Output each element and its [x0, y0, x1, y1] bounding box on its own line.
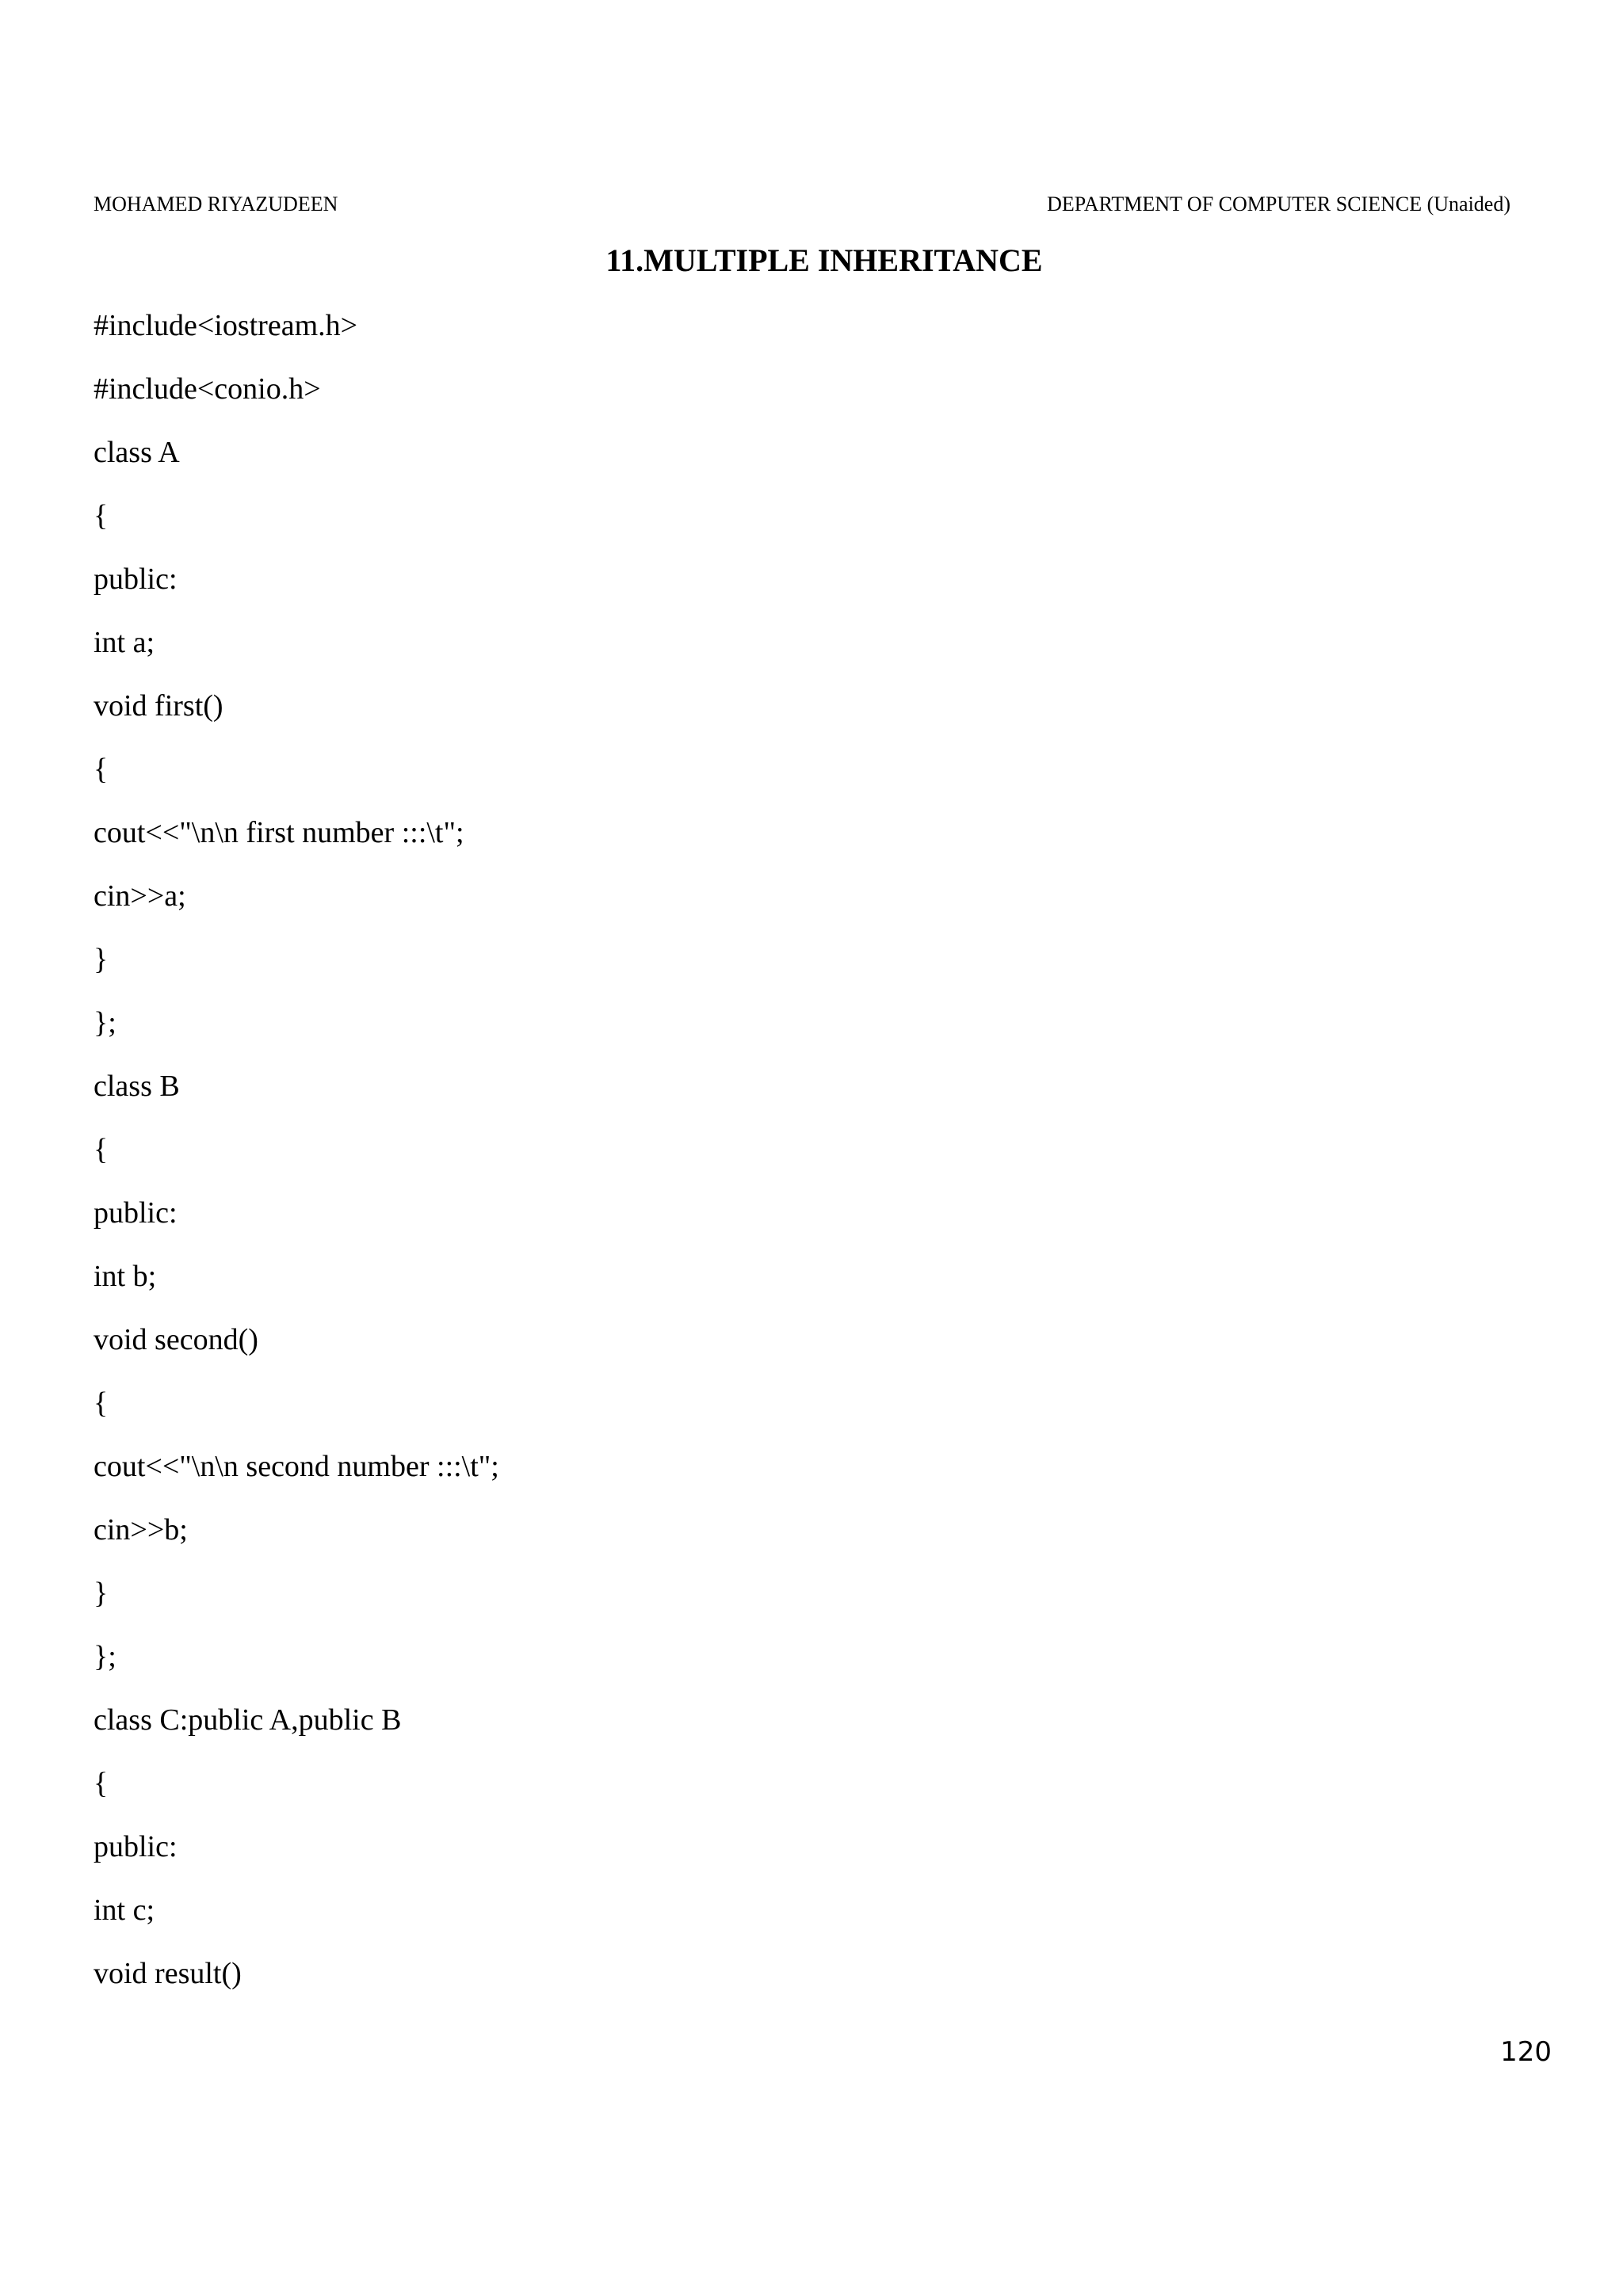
page-number: 120: [1500, 2036, 1552, 2068]
code-line: #include<conio.h>: [94, 372, 321, 406]
code-line: {: [94, 1386, 109, 1420]
header-author: MOHAMED RIYAZUDEEN: [94, 193, 338, 215]
code-line: };: [94, 1640, 116, 1673]
code-line: void first(): [94, 689, 223, 723]
code-line: cin>>b;: [94, 1513, 188, 1547]
code-line: class A: [94, 436, 180, 469]
code-line: class B: [94, 1070, 180, 1103]
code-line: cout<<"\n\n second number :::\t";: [94, 1450, 499, 1483]
code-line: void result(): [94, 1957, 242, 1990]
code-line: };: [94, 1006, 116, 1039]
code-line: public:: [94, 1196, 178, 1230]
code-line: #include<iostream.h>: [94, 309, 358, 342]
page-title: 11.MULTIPLE INHERITANCE: [605, 242, 1043, 278]
code-line: {: [94, 499, 109, 532]
code-line: cin>>a;: [94, 879, 186, 913]
code-line: cout<<"\n\n first number :::\t";: [94, 816, 464, 849]
code-line: class C:public A,public B: [94, 1703, 402, 1737]
code-line: void second(): [94, 1323, 258, 1356]
code-line: int c;: [94, 1894, 155, 1927]
code-line: int b;: [94, 1260, 157, 1293]
code-line: {: [94, 1133, 109, 1166]
code-line: public:: [94, 563, 178, 596]
code-line: int a;: [94, 626, 155, 659]
header-department: DEPARTMENT OF COMPUTER SCIENCE (Unaided): [1047, 193, 1510, 215]
code-listing: [94, 306, 499, 2017]
code-line: {: [94, 1767, 109, 1800]
code-line: }: [94, 1577, 109, 1610]
code-line: }: [94, 943, 109, 976]
code-line: {: [94, 753, 109, 786]
code-line: public:: [94, 1830, 178, 1863]
